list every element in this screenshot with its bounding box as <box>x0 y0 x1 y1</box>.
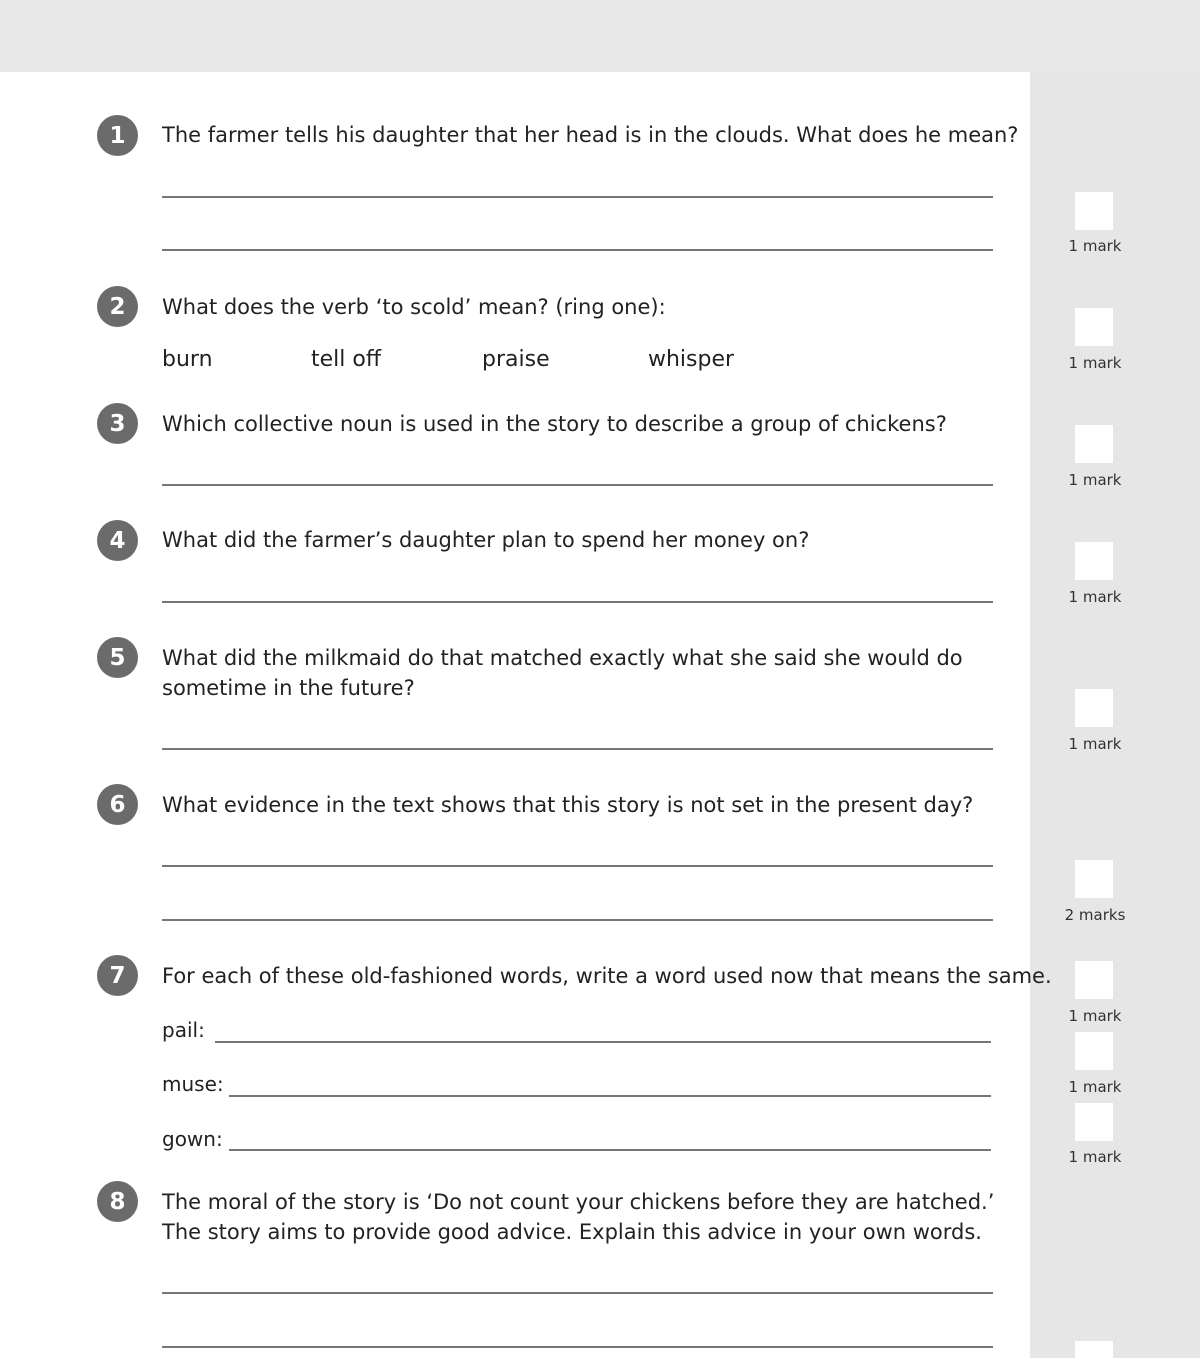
question-8-text-line-2: The story aims to provide good advice. Explain this advice in your own words. <box>162 1220 982 1244</box>
mark-label-6: 2 marks <box>1064 906 1126 924</box>
mark-label-7b: 1 mark <box>1068 1078 1122 1096</box>
question-5-text-line-1: What did the milkmaid do that matched exactly what she said she would do <box>162 646 963 670</box>
mark-box-1[interactable] <box>1075 192 1113 230</box>
question-number-1: 1 <box>97 115 138 156</box>
question-number-7: 7 <box>97 955 138 996</box>
question-8-text-line-1: The moral of the story is ‘Do not count your chickens before they are hatched.’ <box>162 1190 995 1214</box>
mark-box-8[interactable] <box>1075 1341 1113 1358</box>
mark-label-2: 1 mark <box>1068 354 1122 372</box>
answer-line-5[interactable] <box>162 748 993 750</box>
question-7-text: For each of these old-fashioned words, write a word used now that means the same. <box>162 964 1052 988</box>
mark-box-4[interactable] <box>1075 542 1113 580</box>
mark-label-5: 1 mark <box>1068 735 1122 753</box>
question-number-8: 8 <box>97 1181 138 1222</box>
mark-box-2[interactable] <box>1075 308 1113 346</box>
mark-box-3[interactable] <box>1075 425 1113 463</box>
question-4-text: What did the farmer’s daughter plan to spend her money on? <box>162 528 810 552</box>
question-number-3: 3 <box>97 403 138 444</box>
answer-line-1b[interactable] <box>162 249 993 251</box>
answer-line-pail[interactable] <box>215 1041 991 1043</box>
question-1-text: The farmer tells his daughter that her head is in the clouds. What does he mean? <box>162 123 1019 147</box>
answer-line-8a[interactable] <box>162 1292 993 1294</box>
mark-label-3: 1 mark <box>1068 471 1122 489</box>
mark-label-1: 1 mark <box>1068 237 1122 255</box>
answer-line-3[interactable] <box>162 484 993 486</box>
mark-label-7c: 1 mark <box>1068 1148 1122 1166</box>
mark-box-7b[interactable] <box>1075 1032 1113 1070</box>
question-number-2: 2 <box>97 286 138 327</box>
question-number-6: 6 <box>97 784 138 825</box>
mark-label-7a: 1 mark <box>1068 1007 1122 1025</box>
mark-box-7a[interactable] <box>1075 961 1113 999</box>
word-label-gown: gown: <box>162 1127 223 1151</box>
mark-box-6[interactable] <box>1075 860 1113 898</box>
answer-line-6a[interactable] <box>162 865 993 867</box>
word-label-muse: muse: <box>162 1072 224 1096</box>
option-whisper[interactable]: whisper <box>648 347 735 372</box>
mark-box-5[interactable] <box>1075 689 1113 727</box>
answer-line-6b[interactable] <box>162 919 993 921</box>
question-number-4: 4 <box>97 520 138 561</box>
answer-line-1a[interactable] <box>162 196 993 198</box>
question-6-text: What evidence in the text shows that this story is not set in the present day? <box>162 793 974 817</box>
question-2-text: What does the verb ‘to scold’ mean? (ring one): <box>162 295 666 319</box>
answer-line-gown[interactable] <box>229 1149 991 1151</box>
question-3-text: Which collective noun is used in the story to describe a group of chickens? <box>162 412 947 436</box>
mark-box-7c[interactable] <box>1075 1103 1113 1141</box>
option-praise[interactable]: praise <box>482 347 550 372</box>
option-burn[interactable]: burn <box>162 347 213 372</box>
question-5-text-line-2: sometime in the future? <box>162 676 415 700</box>
word-label-pail: pail: <box>162 1018 205 1042</box>
worksheet-page <box>0 72 1030 1358</box>
answer-line-8b[interactable] <box>162 1346 993 1348</box>
option-tell-off[interactable]: tell off <box>311 347 381 372</box>
question-number-5: 5 <box>97 637 138 678</box>
answer-line-muse[interactable] <box>229 1095 991 1097</box>
mark-label-4: 1 mark <box>1068 588 1122 606</box>
answer-line-4[interactable] <box>162 601 993 603</box>
